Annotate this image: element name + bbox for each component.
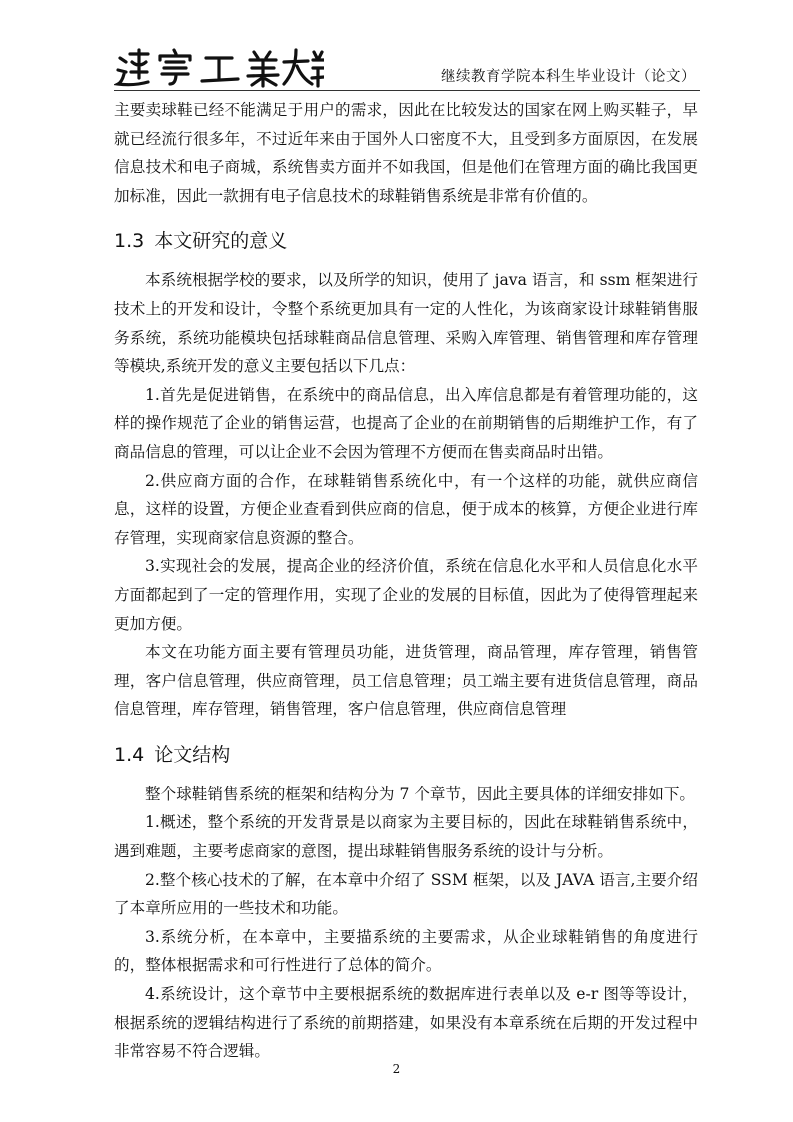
page-header [114, 44, 700, 91]
section-heading-1-3 [114, 224, 698, 258]
header-title: 继续教育学院本科生毕业设计（论文） [441, 69, 696, 85]
paragraph: 2.整个核心技术的了解，在本章中介绍了 SSM 框架，以及 JAVA 语言,主要介绍了本章所应用的一些技术和功能。 [114, 870, 698, 918]
intro-paragraph: 主要卖球鞋已经不能满足于用户的需求，因此在比较发达的国家在网上购买鞋子，早就已经流行很多年，不过近年来由于国外人口密度不大，且受到多方面原因，在发展信息技术和电子商城，系统售卖方面并不如我国，但是他们在管理方面的确比我国更加标准，因此一款拥有电子信息技术的球鞋销售系统是非常有价值的。 [114, 101, 698, 205]
section-number: 1.4 [114, 743, 145, 766]
document-body [114, 96, 698, 1066]
logo-text: 遼寧工業大學 [114, 48, 120, 49]
paragraph: 本文在功能方面主要有管理员功能，进货管理，商品管理，库存管理，销售管理，客户信息管理，供应商管理，员工信息管理；员工端主要有进货信息管理，商品信息管理，库存管理，销售管理，客户信息管理，供应商信息管理 [114, 643, 698, 719]
paragraph: 整个球鞋销售系统的框架和结构分为 7 个章节，因此主要具体的详细安排如下。 [145, 784, 696, 803]
section-number: 1.3 [114, 230, 145, 253]
paragraph: 4.系统设计，这个章节中主要根据系统的数据库进行表单以及 e-r 图等等设计，根据系统的逻辑结构进行了系统的前期搭建，如果没有本章系统在后期的开发过程中非常容易不符合逻辑。 [114, 985, 698, 1061]
paragraph: 1.概述，整个系统的开发背景是以商家为主要目标的，因此在球鞋销售系统中，遇到难题，主要考虑商家的意图，提出球鞋销售服务系统的设计与分析。 [114, 813, 698, 861]
university-calligraphy-logo [114, 48, 324, 88]
paragraph: 1.首先是促进销售，在系统中的商品信息，出入库信息都是有着管理功能的，这样的操作规范了企业的销售运营，也提高了企业的在前期销售的后期维护工作，有了商品信息的管理，可以让企业不会因为管理不方便而在售卖商品时出错。 [114, 385, 698, 461]
section-title: 本文研究的意义 [154, 230, 288, 253]
section-heading-1-4 [114, 738, 698, 772]
paragraph: 2.供应商方面的合作，在球鞋销售系统化中，有一个这样的功能，就供应商信息，这样的设置，方便企业查看到供应商的信息，便于成本的核算，方便企业进行库存管理，实现商家信息资源的整合。 [114, 471, 698, 547]
paragraph: 3.系统分析，在本章中，主要描系统的主要需求，从企业球鞋销售的角度进行的，整体根据需求和可行性进行了总体的简介。 [114, 927, 698, 975]
paragraph: 本系统根据学校的要求，以及所学的知识，使用了 java 语言，和 ssm 框架进行技术上的开发和设计，令整个系统更加具有一定的人性化，为该商家设计球鞋销售服务系统，系统功能模块包括球鞋商品信息管理、采购入库管理、销售管理和库存管理等模块,系统开发的意义主要包括以下几点： [114, 271, 698, 376]
page-number: 2 [392, 1062, 401, 1076]
paragraph: 3.实现社会的发展，提高企业的经济价值，系统在信息化水平和人员信息化水平方面都起到了一定的管理作用，实现了企业的发展的目标值，因此为了使得管理起来更加方便。 [114, 557, 698, 633]
section-title: 论文结构 [154, 743, 231, 766]
